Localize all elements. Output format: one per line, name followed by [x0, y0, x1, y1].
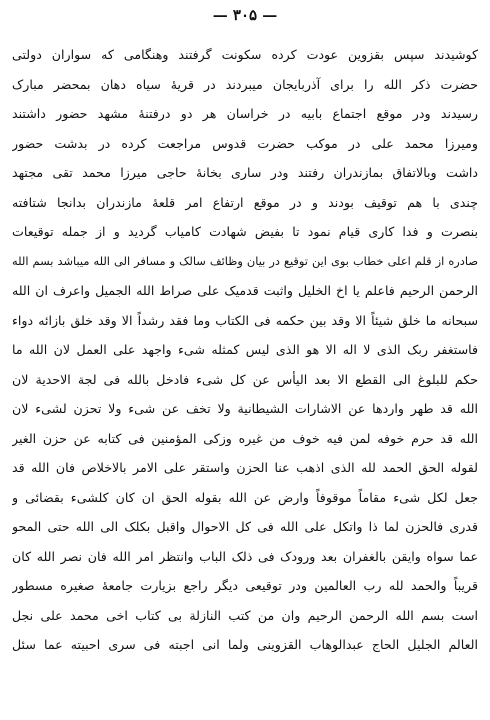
text-line: العالم الجلیل الحاج عبدالوهاب القزوینی ولما انی اجبته فی سری احبیته عما سئل	[12, 637, 478, 652]
text-line: قدری فالحزن لما ذا واتکل علی الله فی کل الاحوال واقبل بکلک الی الله حتی المحو	[12, 519, 478, 534]
text-line: صادره از قلم اعلی خطاب بوی این توقیع در بیان وظائف سالک و مسافر الی الله میباشد بسم الله	[12, 253, 478, 268]
text-line: است بسم الله الرحمن الرحیم وان من کتب النازلة بی کتاب اخی محمد علی نجل	[12, 607, 478, 623]
text-line: حکم للبلوغ الی القطع الا بعد الیأس عن کل شیء فادخل بالله فی لجة الاحدیة لان	[12, 371, 478, 387]
text-line: داشت وبالاتفاق بمازندران رفتند ودر ساری بخانهٔ حاجی میرزا محمد تقی مجتهد	[12, 165, 478, 180]
text-line: فاستغفر ربک الذی لا اله الا هو الذی لیس کمثله شیء واجهد علی العمل لان الله ما	[12, 342, 478, 357]
text-line: سبحانه ما خلق شیئاً الا وقد بین حکمه فی الکتاب وما فقد رشداً الا وقد خلق بازائه دواء	[12, 312, 478, 328]
text-line: رسیدند ودر موقع اجتماع بابیه در خراسان هر دو درفتنهٔ مشهد حضور داشتند	[12, 106, 478, 121]
text-line: الله قد طهر واردها عن الاشارات الشیطانیة ولا تخف عن شیء ولا تحزن لشیء لان	[12, 401, 478, 416]
text-line: الله قد حرم خوفه لمن فیه خوف من غیره وزکی المؤمنین فی کتابه عن حزن الغیر	[12, 430, 478, 446]
body-text	[12, 40, 478, 660]
page-number: — ۳۰۵ —	[212, 6, 278, 24]
text-line: کوشیدند سپس بقزوین عودت کرده سکونت گرفتند وهنگامی که سواران دولتی	[12, 47, 478, 62]
text-line: چندی با هم توقیف بودند و در موقع ارتفاع امر قلعهٔ مازندران بدانجا شتافته	[12, 194, 478, 210]
text-line: ومیرزا محمد علی در موکب حضرت قدوس مراجعت کرده در بدشت حضور	[12, 135, 478, 151]
text-line: لقوله الحق الحمد لله الذی اذهب عنا الحزن واستقر علی الامر بالاخلاص فان الله قد	[12, 460, 478, 475]
text-line: جعل لکل شیء مقاماً موقوفاً وارض عن الله بقوله الحق ان کان کلشیء بقضائی و	[12, 489, 478, 505]
text-line: قریباً والحمد لله رب العالمین ودر توقیعی دیگر راجع بزیارت جامعهٔ صغیره مسطور	[12, 578, 478, 593]
text-line: حضرت ذکر الله را برای آذربایجان میبردند در قریهٔ سیاه دهان بمحضر مبارک	[12, 76, 478, 92]
text-line: الرحمن الرحیم فاعلم یا اخ الخلیل واثبت قدمیک علی صراط الله الجمیل واعرف ان الله	[12, 283, 478, 298]
text-line: بنصرت و فدا کاری قیام نمود تا بفیض شهادت کامیاب گردید و از جمله توقیعات	[12, 224, 478, 239]
text-line: عما سواه وایقن بالغفران بعد ورودک فی ذلک الباب وانتظر امر الله فان نصر الله کان	[12, 548, 478, 564]
